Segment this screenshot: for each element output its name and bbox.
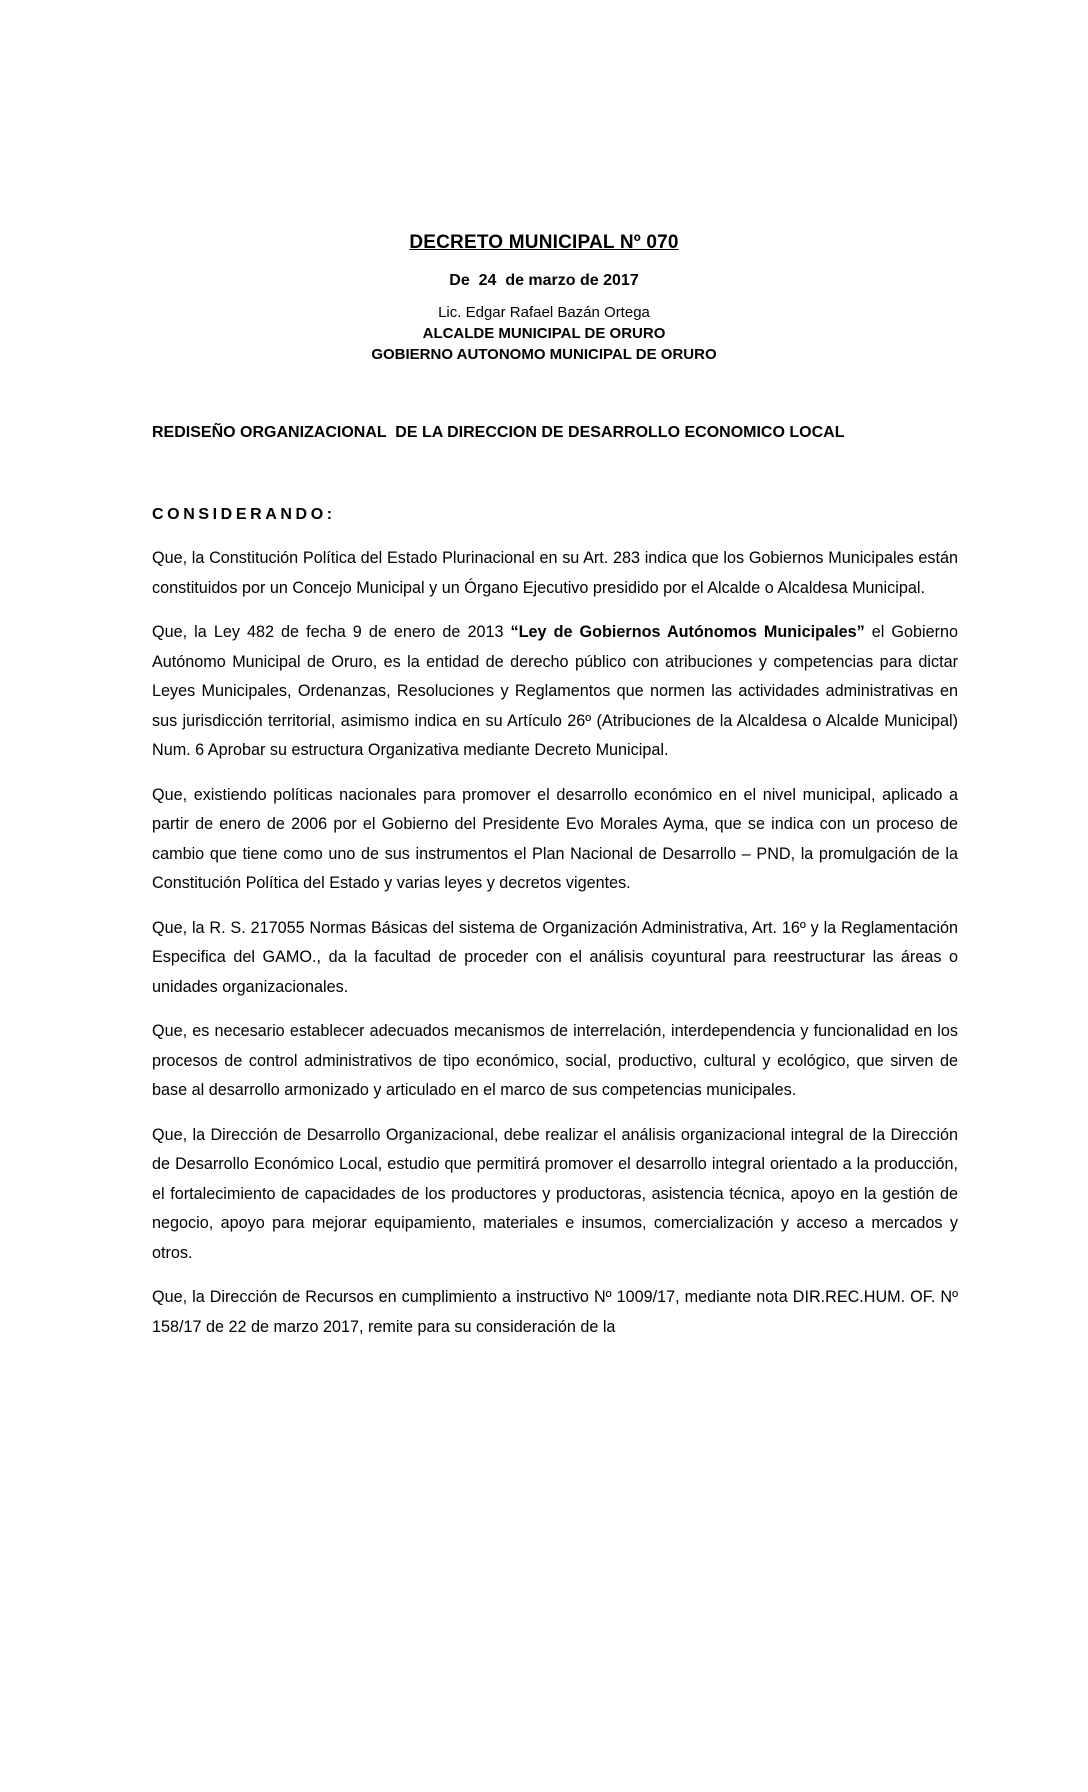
paragraph-national-policies: Que, existiendo políticas nacionales para promover el desarrollo económico en el nivel municipal, aplicado a partir de enero de 2006 por el Gobierno del Presidente Evo Morales Ayma, que se indica con un proceso de cambio que tiene como uno de sus instrumentos el Plan Nacional de Desarrollo – PND, la promulgación de la Constitución Política del Estado y varias leyes y decretos vigentes.	[152, 785, 958, 892]
law-name-bold: “Ley de Gobiernos Autónomos Municipales”	[510, 623, 865, 641]
decree-title: DECRETO MUNICIPAL Nº 070	[409, 232, 679, 253]
paragraph-constitution: Que, la Constitución Política del Estado Plurinacional en su Art. 283 indica que los Gobiernos Municipales están constituidos por un Concejo Municipal y un Órgano Ejecutivo presidido por el Alcalde o Alcaldesa Municipal.	[152, 549, 958, 597]
paragraph-ley-482-start: Que, la Ley 482 de fecha 9 de enero de 2013	[152, 623, 511, 641]
author-title: ALCALDE MUNICIPAL DE ORURO	[422, 325, 666, 342]
paragraph-organizational-analysis: Que, la Dirección de Desarrollo Organizacional, debe realizar el análisis organizacional integral de la Dirección de Desarrollo Económico Local, estudio que permitirá promover el desarrollo integral orientado a la producción, el fortalecimiento de capacidades de los productores y productoras, asistencia técnica, apoyo en la gestión de negocio, apoyo para mejorar equipamiento, materiales e insumos, comercialización y acceso a mercados y otros.	[152, 1125, 958, 1262]
paragraph-ley-482-end: el Gobierno Autónomo Municipal de Oruro, es la entidad de derecho público con atribuciones y competencias para dictar Leyes Municipales, Ordenanzas, Resoluciones y Reglamentos que normen las actividades administrativas en sus jurisdicción territorial, asimismo indica en su Artículo 26º (Atribuciones de la Alcaldesa o Alcalde Municipal) Num. 6 Aprobar su estructura Organizativa mediante Decreto Municipal.	[152, 623, 958, 759]
author-name: Lic. Edgar Rafael Bazán Ortega	[438, 304, 650, 321]
decree-date: De 24 de marzo de 2017	[449, 272, 639, 289]
paragraph-recursos-humanos: Que, la Dirección de Recursos en cumplimiento a instructivo Nº 1009/17, mediante nota DIR.REC.HUM. OF. Nº 158/17 de 22 de marzo 2017, remite para su consideración de la	[152, 1288, 958, 1336]
considerando-heading: CONSIDERANDO:	[152, 506, 336, 523]
paragraph-mechanisms: Que, es necesario establecer adecuados mecanismos de interrelación, interdependencia y funcionalidad en los procesos de control administrativos de tipo económico, social, productivo, cultural y ecológico, que sirven de base al desarrollo armonizado y articulado en el marco de sus competencias municipales.	[152, 1022, 958, 1099]
document-header	[0, 230, 1088, 365]
author-organization: GOBIERNO AUTONOMO MUNICIPAL DE ORURO	[371, 346, 717, 363]
paragraph-normas-basicas: Que, la R. S. 217055 Normas Básicas del sistema de Organización Administrativa, Art. 16º y la Reglamentación Especifica del GAMO., da la facultad de proceder con el análisis coyuntural para reestructurar las áreas o unidades organizacionales.	[152, 918, 958, 996]
paragraph-ley-482	[152, 618, 958, 766]
considerando-body	[152, 544, 958, 1357]
decree-subject: REDISEÑO ORGANIZACIONAL DE LA DIRECCION DE DESARROLLO ECONOMICO LOCAL	[152, 424, 845, 441]
